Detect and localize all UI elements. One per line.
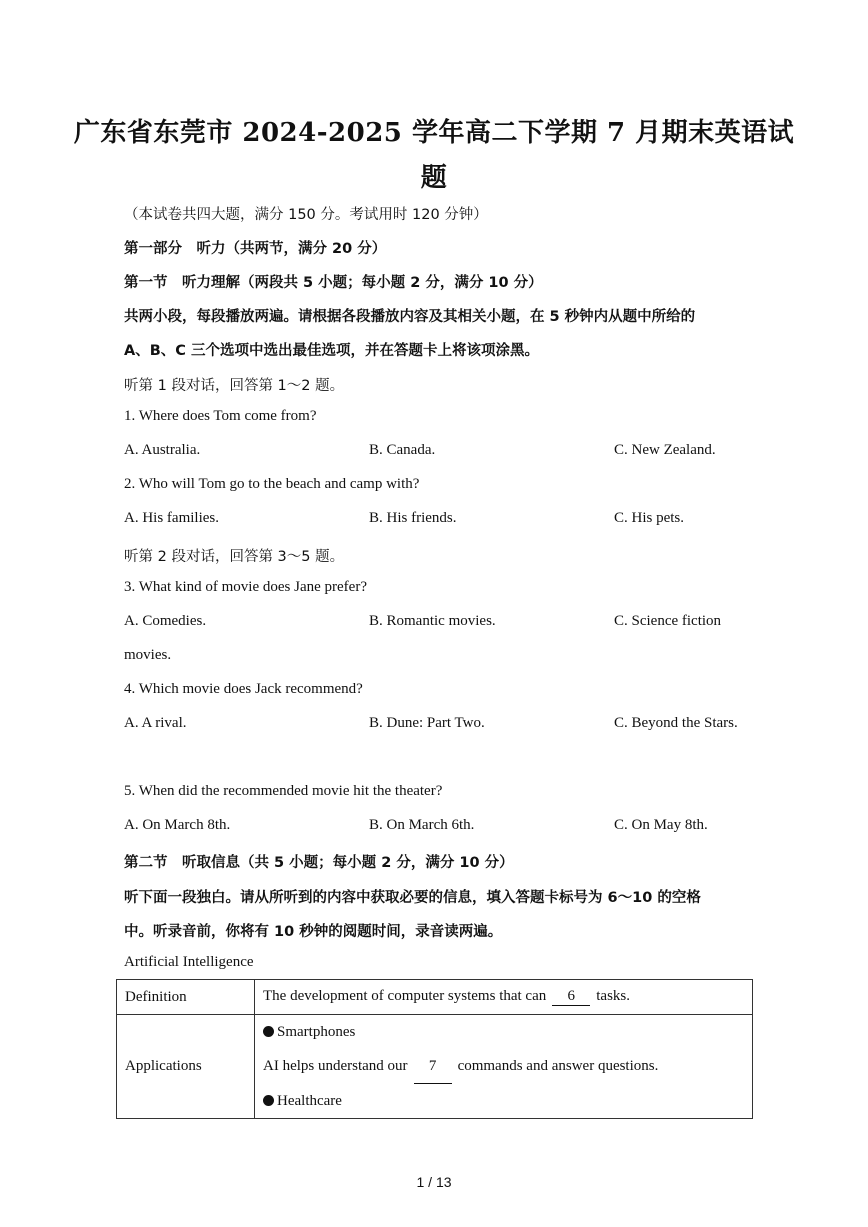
- app-item-healthcare: [263, 1084, 744, 1118]
- app-item-healthcare-text: Healthcare: [277, 1093, 342, 1109]
- question-3: 3. What kind of movie does Jane prefer?: [124, 579, 367, 595]
- exam-intro: （本试卷共四大题，满分 150 分。考试用时 120 分钟）: [124, 207, 488, 223]
- question-5: 5. When did the recommended movie hit the theater?: [124, 783, 443, 799]
- q5-option-c: C. On May 8th.: [614, 817, 708, 833]
- document-title-line2: 题: [420, 163, 448, 193]
- applications-label: Applications: [117, 1015, 255, 1119]
- app-item-smartphones-text: Smartphones: [277, 1024, 356, 1040]
- q4-option-a: A. A rival.: [124, 715, 187, 731]
- q5-option-b: B. On March 6th.: [369, 817, 475, 833]
- bullet-icon: [263, 1095, 274, 1106]
- q5-option-a: A. On March 8th.: [124, 817, 231, 833]
- dialog-two-heading: 听第 2 段对话，回答第 3～5 题。: [124, 549, 345, 565]
- q3-option-c-continued: movies.: [124, 647, 172, 663]
- q3-option-b: B. Romantic movies.: [369, 613, 496, 629]
- q2-option-c: C. His pets.: [614, 510, 685, 526]
- definition-row: [117, 980, 753, 1015]
- q3-option-c: C. Science fiction: [614, 613, 722, 629]
- bullet-icon: [263, 1026, 274, 1037]
- definition-cell: [255, 980, 753, 1015]
- instructions-line1: 共两小段，每段播放两遍。请根据各段播放内容及其相关小题，在 5 秒钟内从题中所给的: [124, 309, 696, 325]
- q4-option-c: C. Beyond the Stars.: [614, 715, 738, 731]
- section-two-instructions-line2: 中。听录音前，你将有 10 秒钟的阅题时间，录音读两遍。: [124, 924, 503, 940]
- app-smartphones-line: [263, 1049, 744, 1084]
- section-two-heading: 第二节 听取信息（共 5 小题；每小题 2 分，满分 10 分）: [124, 855, 514, 871]
- section-one-heading: 第一节 听力理解（两段共 5 小题；每小题 2 分，满分 10 分）: [124, 275, 543, 291]
- app-item-smartphones: [263, 1015, 744, 1049]
- q1-option-c: C. New Zealand.: [614, 442, 716, 458]
- applications-row: [117, 1015, 753, 1119]
- section-two-instructions-line1: 听下面一段独白。请从所听到的内容中获取必要的信息，填入答题卡标号为 6～10 的空格: [124, 890, 701, 906]
- blank-6[interactable]: 6: [552, 988, 590, 1006]
- definition-label: Definition: [117, 980, 255, 1015]
- app-line-pre: AI helps understand our: [263, 1058, 408, 1074]
- q3-option-a: A. Comedies.: [124, 613, 207, 629]
- q4-option-b: B. Dune: Part Two.: [369, 715, 485, 731]
- q2-option-a: A. His families.: [124, 510, 219, 526]
- ai-info-table: [116, 979, 753, 1119]
- question-1: 1. Where does Tom come from?: [124, 408, 317, 424]
- definition-text-post: tasks.: [596, 988, 630, 1004]
- question-4: 4. Which movie does Jack recommend?: [124, 681, 363, 697]
- page-number: 1 / 13: [416, 1174, 452, 1190]
- question-2: 2. Who will Tom go to the beach and camp with?: [124, 476, 420, 492]
- dialog-one-heading: 听第 1 段对话，回答第 1～2 题。: [124, 378, 345, 394]
- applications-cell: [255, 1015, 753, 1119]
- q1-option-a: A. Australia.: [124, 442, 201, 458]
- instructions-line2: A、B、C 三个选项中选出最佳选项，并在答题卡上将该项涂黑。: [124, 343, 539, 359]
- table-caption: Artificial Intelligence: [124, 954, 254, 970]
- document-title-line1: 广东省东莞市 2024-2025 学年高二下学期 7 月期末英语试: [73, 118, 795, 148]
- q2-option-b: B. His friends.: [369, 510, 457, 526]
- definition-text-pre: The development of computer systems that can: [263, 988, 547, 1004]
- part-one-heading: 第一部分 听力（共两节，满分 20 分）: [124, 241, 387, 257]
- app-line-post: commands and answer questions.: [457, 1058, 659, 1074]
- blank-7[interactable]: 7: [414, 1049, 452, 1084]
- q1-option-b: B. Canada.: [369, 442, 436, 458]
